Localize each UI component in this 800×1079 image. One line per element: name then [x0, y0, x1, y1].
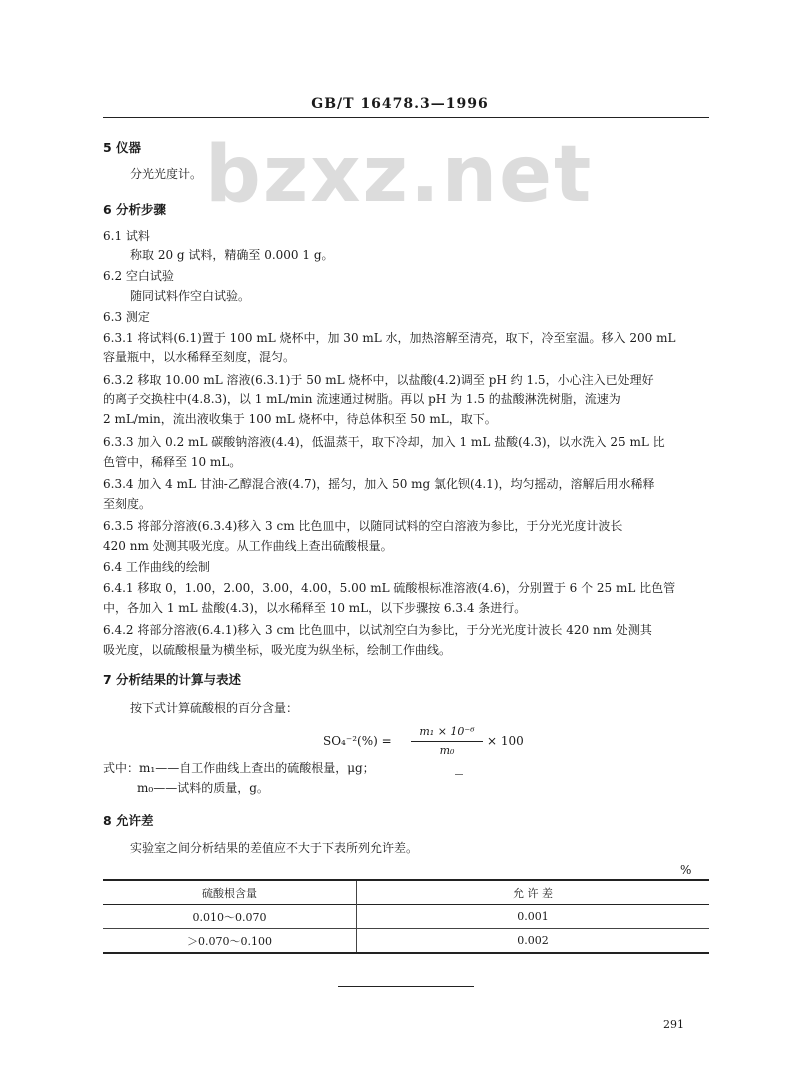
section-6-4-2-line-2: 吸光度，以硫酸根量为横坐标，吸光度为纵坐标，绘制工作曲线。 — [103, 643, 452, 657]
section-6-3-4-line-2: 至刻度。 — [103, 497, 152, 511]
section-8-body: 实验室之间分析结果的差值应不大于下表所列允许差。 — [130, 841, 419, 855]
scan-mark — [455, 774, 463, 775]
where-line-2: m₀——试料的质量，g。 — [137, 781, 269, 795]
formula-denominator: m₀ — [439, 744, 455, 757]
section-6-3-3-line-2: 色管中，稀释至 10 mL。 — [103, 455, 242, 469]
table-cell: 0.010～0.070 — [103, 905, 357, 929]
table-row — [103, 905, 709, 929]
section-6-3-2-line-1: 6.3.2 移取 10.00 mL 溶液(6.3.1)于 50 mL 烧杯中，以盐酸(4.2)调至 pH 约 1.5，小心注入已处理好 — [103, 373, 654, 387]
section-6-3-2-line-3: 2 mL/min，流出液收集于 100 mL 烧杯中，待总体积至 50 mL，取下。 — [103, 412, 497, 426]
section-6-1-title: 6.1 试料 — [103, 229, 150, 243]
section-6-3-1-line-2: 容量瓶中，以水稀释至刻度，混匀。 — [103, 350, 296, 364]
section-6-3-2-line-2: 的离子交换柱中(4.8.3)，以 1 mL/min 流速通过树脂。再以 pH 为 1.5 的盐酸淋洗树脂，流速为 — [103, 392, 621, 406]
section-6-3-1-line-1: 6.3.1 将试料(6.1)置于 100 mL 烧杯中，加 30 mL 水，加热溶解至清亮，取下，冷至室温。移入 200 mL — [103, 331, 676, 345]
section-5-title: 5 仪器 — [103, 140, 142, 155]
page-number: 291 — [663, 1018, 684, 1031]
section-7-title: 7 分析结果的计算与表述 — [103, 672, 242, 687]
fraction-bar — [411, 741, 483, 742]
table-header-row — [103, 880, 709, 905]
section-8-title: 8 允许差 — [103, 813, 154, 828]
section-6-title: 6 分析步骤 — [103, 202, 167, 217]
section-6-3-4-line-1: 6.3.4 加入 4 mL 甘油-乙醇混合液(4.7)，摇匀，加入 50 mg 氯化钡(4.1)，均匀摇动，溶解后用水稀释 — [103, 477, 655, 491]
section-6-3-5-line-1: 6.3.5 将部分溶液(6.3.4)移入 3 cm 比色皿中，以随同试料的空白溶液为参比，于分光光度计波长 — [103, 519, 623, 533]
where-line-1: 式中：m₁——自工作曲线上查出的硫酸根量，μg； — [103, 761, 375, 775]
formula — [323, 725, 523, 765]
section-6-2-title: 6.2 空白试验 — [103, 269, 174, 283]
formula-numerator: m₁ × 10⁻⁶ — [419, 725, 475, 738]
section-6-4-1-line-1: 6.4.1 移取 0，1.00，2.00，3.00，4.00，5.00 mL 硫酸根标准溶液(4.6)，分别置于 6 个 25 mL 比色管 — [103, 581, 676, 595]
table-cell: 0.002 — [517, 934, 549, 947]
section-6-1-body: 称取 20 g 试料，精确至 0.000 1 g。 — [130, 248, 334, 262]
section-6-3-3-line-1: 6.3.3 加入 0.2 mL 碳酸钠溶液(4.4)，低温蒸干，取下冷却，加入 1 mL 盐酸(4.3)，以水洗入 25 mL 比 — [103, 435, 665, 449]
section-6-3-5-line-2: 420 nm 处测其吸光度。从工作曲线上查出硫酸根量。 — [103, 539, 393, 553]
section-6-3-title: 6.3 测定 — [103, 310, 150, 324]
section-6-4-2-line-1: 6.4.2 将部分溶液(6.4.1)移入 3 cm 比色皿中，以试剂空白为参比，于分光光度计波长 420 nm 处测其 — [103, 623, 652, 637]
end-rule — [338, 986, 474, 987]
document-header: GB/T 16478.3—1996 — [311, 96, 489, 112]
section-7-body: 按下式计算硫酸根的百分含量： — [130, 701, 299, 715]
tolerance-table — [103, 879, 709, 954]
table-header-cell: 硫酸根含量 — [103, 880, 357, 905]
formula-rhs: × 100 — [487, 734, 524, 748]
table-cell: 0.001 — [517, 910, 549, 923]
section-6-4-title: 6.4 工作曲线的绘制 — [103, 560, 210, 574]
header-rule — [103, 117, 709, 118]
table-cell: ＞0.070～0.100 — [103, 929, 357, 954]
watermark: bzxz.net — [205, 130, 594, 220]
table-row — [103, 929, 709, 954]
table-header-cell: 允 许 差 — [513, 886, 553, 900]
section-5-body: 分光光度计。 — [130, 167, 203, 181]
formula-lhs: SO₄⁻²(%) = — [323, 734, 392, 748]
formula-fraction — [411, 725, 483, 758]
section-6-2-body: 随同试料作空白试验。 — [130, 289, 251, 303]
unit-mark: % — [680, 863, 692, 877]
section-6-4-1-line-2: 中，各加入 1 mL 盐酸(4.3)，以水稀释至 10 mL，以下步骤按 6.3.4 条进行。 — [103, 601, 527, 615]
